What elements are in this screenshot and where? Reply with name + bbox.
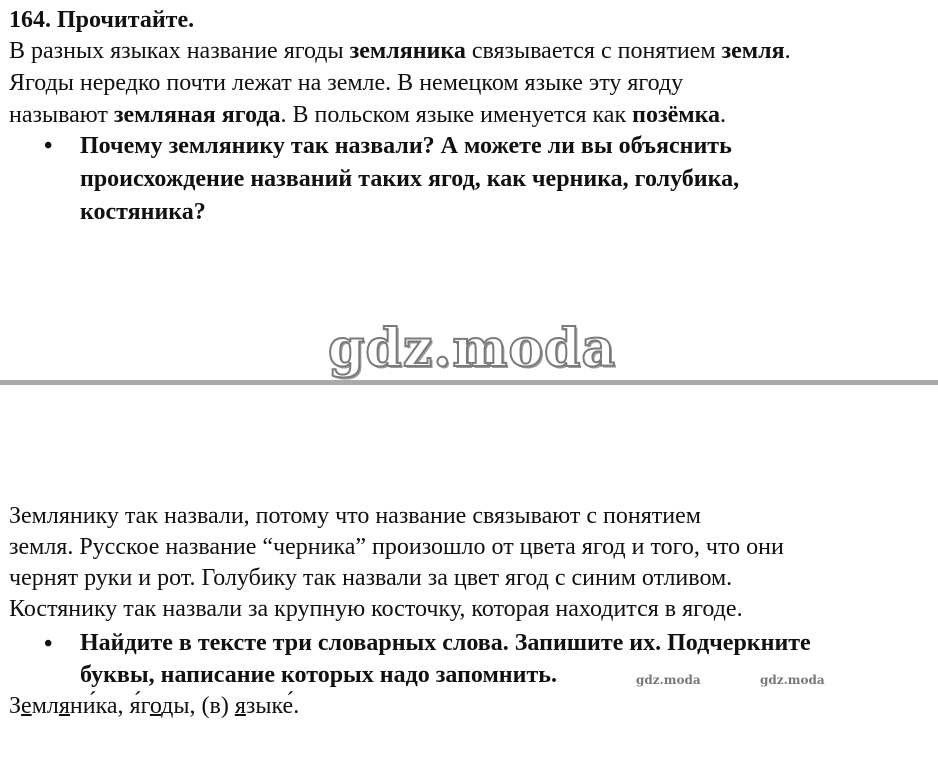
task-line-2: буквы, написание которых надо запомнить. xyxy=(80,662,557,688)
watermark-small-1: gdz.moda xyxy=(636,673,701,687)
answer-line-1: Землянику так назвали, потому что название связывают с понятием xyxy=(9,503,701,529)
watermark-small-2: gdz.moda xyxy=(760,673,825,687)
bullet-1: • xyxy=(44,133,53,159)
question-line-3: костяника? xyxy=(80,199,206,225)
answer-line-4: Костянику так назвали за крупную косточку, которая находится в ягоде. xyxy=(9,596,743,622)
exercise-text-line-2: Ягоды нередко почти лежат на земле. В немецком языке эту ягоду xyxy=(9,70,684,96)
dictionary-words-line: Земляни́ка, я́годы, (в) языке́. xyxy=(9,693,300,719)
answer-line-3: чернят руки и рот. Голубику так назвали за цвет ягод с синим отливом. xyxy=(9,565,733,591)
exercise-text-line-1: В разных языках название ягоды земляника связывается с понятием земля. xyxy=(9,38,791,64)
question-line-1: Почему землянику так назвали? А можете ли вы объяснить xyxy=(80,133,732,159)
watermark-logo: gdz.moda xyxy=(328,318,617,379)
section-divider xyxy=(0,380,938,385)
exercise-text-line-3: называют земляная ягода. В польском языке именуется как позёмка. xyxy=(9,102,727,128)
bullet-2: • xyxy=(44,631,53,657)
answer-line-2: земля. Русское название “черника” произошло от цвета ягод и того, что они xyxy=(9,534,784,560)
task-line-1: Найдите в тексте три словарных слова. Запишите их. Подчеркните xyxy=(80,630,811,656)
exercise-title: 164. Прочитайте. xyxy=(9,7,195,33)
question-line-2: происхождение названий таких ягод, как черника, голубика, xyxy=(80,166,740,192)
